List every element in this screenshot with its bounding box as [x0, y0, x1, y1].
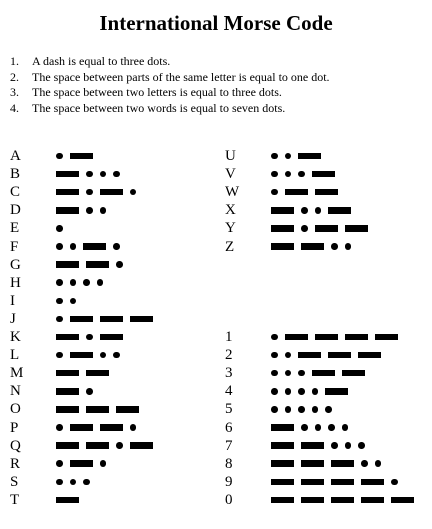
morse-character: L — [10, 347, 20, 364]
dot-symbol — [285, 406, 292, 413]
dot-symbol — [301, 207, 308, 214]
morse-row-u — [225, 147, 328, 165]
morse-character: 3 — [225, 365, 233, 382]
dash-symbol — [331, 479, 354, 486]
dash-symbol — [301, 479, 324, 486]
dot-symbol — [86, 334, 93, 341]
morse-row-n — [10, 382, 100, 400]
dash-symbol — [301, 442, 324, 449]
morse-row-z — [225, 238, 358, 256]
dot-symbol — [298, 370, 305, 377]
morse-character: 5 — [225, 401, 233, 418]
dot-symbol — [361, 460, 368, 467]
dash-symbol — [315, 334, 338, 341]
morse-code — [56, 171, 127, 178]
dash-symbol — [315, 225, 338, 232]
morse-code — [271, 388, 355, 395]
page-title: International Morse Code — [99, 11, 333, 35]
dash-symbol — [271, 225, 294, 232]
dot-symbol — [97, 279, 104, 286]
morse-code — [271, 334, 405, 341]
rule-item — [10, 101, 330, 117]
dash-symbol — [70, 316, 93, 323]
dot-symbol — [271, 171, 278, 178]
morse-character: 8 — [225, 455, 233, 472]
morse-row-d — [10, 201, 113, 219]
dot-symbol — [328, 424, 335, 431]
rule-number: 4. — [10, 100, 19, 115]
dash-symbol — [271, 207, 294, 214]
dash-symbol — [70, 460, 93, 467]
morse-code — [271, 497, 421, 504]
morse-row-t — [10, 491, 86, 509]
morse-code — [56, 352, 127, 359]
morse-code — [271, 460, 388, 467]
morse-code — [56, 406, 146, 413]
morse-code — [271, 153, 328, 160]
morse-row-9 — [225, 473, 405, 491]
dot-symbol — [271, 334, 278, 341]
morse-character: E — [10, 220, 20, 237]
morse-code — [56, 189, 143, 196]
dash-symbol — [285, 334, 308, 341]
morse-row-8 — [225, 455, 388, 473]
dot-symbol — [113, 243, 120, 250]
dash-symbol — [271, 243, 294, 250]
dot-symbol — [86, 388, 93, 395]
morse-code — [271, 352, 388, 359]
morse-row-5 — [225, 400, 339, 418]
morse-row-a — [10, 147, 100, 165]
morse-code — [56, 334, 130, 341]
dot-symbol — [113, 171, 120, 178]
morse-character: S — [10, 473, 19, 490]
morse-code — [56, 225, 70, 232]
dash-symbol — [325, 388, 348, 395]
morse-code — [271, 424, 355, 431]
dot-symbol — [100, 207, 107, 214]
dot-symbol — [100, 460, 107, 467]
dash-symbol — [56, 497, 79, 504]
morse-row-c — [10, 183, 143, 201]
morse-row-s — [10, 473, 97, 491]
morse-character: J — [10, 310, 16, 327]
morse-row-h — [10, 274, 110, 292]
dot-symbol — [86, 207, 93, 214]
dot-symbol — [325, 406, 332, 413]
dot-symbol — [56, 460, 63, 467]
morse-row-r — [10, 455, 113, 473]
dash-symbol — [56, 370, 79, 377]
dot-symbol — [56, 243, 63, 250]
dot-symbol — [56, 479, 63, 486]
morse-row-y — [225, 219, 375, 237]
dash-symbol — [328, 352, 351, 359]
rule-text: The space between parts of the same letter is equal to one dot. — [32, 69, 330, 84]
dot-symbol — [113, 352, 120, 359]
morse-character: A — [10, 148, 21, 165]
morse-character: W — [225, 184, 240, 201]
dot-symbol — [298, 406, 305, 413]
morse-character: B — [10, 166, 21, 183]
dash-symbol — [391, 497, 414, 504]
dot-symbol — [56, 279, 63, 286]
dot-symbol — [83, 279, 90, 286]
morse-row-3 — [225, 364, 372, 382]
dot-symbol — [358, 442, 365, 449]
morse-row-g — [10, 256, 130, 274]
morse-row-4 — [225, 382, 355, 400]
dash-symbol — [271, 497, 294, 504]
morse-code — [56, 479, 97, 486]
dash-symbol — [331, 460, 354, 467]
dash-symbol — [70, 153, 93, 160]
morse-code — [56, 243, 127, 250]
morse-code — [271, 171, 342, 178]
dot-symbol — [331, 243, 338, 250]
morse-row-6 — [225, 419, 355, 437]
morse-code — [56, 207, 113, 214]
dot-symbol — [56, 225, 63, 232]
dot-symbol — [271, 370, 278, 377]
morse-character: N — [10, 383, 21, 400]
morse-row-j — [10, 310, 160, 328]
rule-number: 2. — [10, 69, 19, 84]
morse-code — [56, 316, 160, 323]
dot-symbol — [116, 442, 123, 449]
morse-row-p — [10, 419, 143, 437]
morse-row-b — [10, 165, 127, 183]
morse-character: 7 — [225, 437, 233, 454]
dash-symbol — [56, 334, 79, 341]
rule-number: 1. — [10, 54, 19, 68]
dash-symbol — [361, 497, 384, 504]
dash-symbol — [312, 171, 335, 178]
morse-code — [56, 424, 143, 431]
dash-symbol — [56, 388, 79, 395]
dot-symbol — [285, 171, 292, 178]
morse-code — [56, 388, 100, 395]
morse-row-l — [10, 346, 127, 364]
morse-code — [271, 442, 372, 449]
dot-symbol — [100, 171, 107, 178]
dot-symbol — [116, 261, 123, 268]
morse-row-0 — [225, 491, 421, 509]
dot-symbol — [345, 243, 352, 250]
dash-symbol — [100, 316, 123, 323]
dot-symbol — [130, 424, 137, 431]
dash-symbol — [342, 370, 365, 377]
dash-symbol — [130, 442, 153, 449]
dash-symbol — [86, 261, 109, 268]
morse-character: Q — [10, 437, 21, 454]
dot-symbol — [315, 207, 322, 214]
dot-symbol — [375, 460, 382, 467]
dash-symbol — [100, 189, 123, 196]
dash-symbol — [56, 261, 79, 268]
morse-character: M — [10, 365, 24, 382]
morse-character: Z — [225, 238, 235, 255]
dash-symbol — [285, 189, 308, 196]
dot-symbol — [331, 442, 338, 449]
dot-symbol — [285, 153, 292, 160]
dash-symbol — [130, 316, 153, 323]
dash-symbol — [56, 171, 79, 178]
morse-row-2 — [225, 346, 388, 364]
morse-character: 1 — [225, 329, 233, 346]
dash-symbol — [358, 352, 381, 359]
dot-symbol — [271, 388, 278, 395]
dot-symbol — [83, 479, 90, 486]
morse-character: X — [225, 202, 236, 219]
dash-symbol — [271, 442, 294, 449]
morse-character: P — [10, 419, 19, 436]
morse-code — [271, 406, 339, 413]
dot-symbol — [312, 388, 319, 395]
dot-symbol — [56, 153, 63, 160]
dash-symbol — [301, 497, 324, 504]
dot-symbol — [315, 424, 322, 431]
dot-symbol — [312, 406, 319, 413]
dot-symbol — [285, 352, 292, 359]
dot-symbol — [70, 279, 77, 286]
dot-symbol — [301, 225, 308, 232]
morse-character: T — [10, 491, 20, 508]
rules-list — [10, 54, 330, 116]
morse-character: V — [225, 166, 236, 183]
dash-symbol — [100, 424, 123, 431]
morse-character: O — [10, 401, 21, 418]
morse-character: F — [10, 238, 19, 255]
dash-symbol — [345, 225, 368, 232]
dash-symbol — [83, 243, 106, 250]
morse-character: U — [225, 148, 236, 165]
dash-symbol — [56, 442, 79, 449]
dash-symbol — [86, 370, 109, 377]
dash-symbol — [56, 189, 79, 196]
rule-text: The space between two words is equal to seven dots. — [32, 100, 286, 115]
dash-symbol — [86, 406, 109, 413]
dot-symbol — [342, 424, 349, 431]
dot-symbol — [70, 243, 77, 250]
dot-symbol — [391, 479, 398, 486]
morse-code — [56, 261, 130, 268]
morse-row-q — [10, 437, 160, 455]
dot-symbol — [271, 153, 278, 160]
dash-symbol — [298, 352, 321, 359]
dot-symbol — [70, 479, 77, 486]
morse-row-i — [10, 292, 83, 310]
dash-symbol — [298, 153, 321, 160]
morse-row-m — [10, 364, 116, 382]
dash-symbol — [345, 334, 368, 341]
dash-symbol — [70, 352, 93, 359]
morse-code — [271, 479, 405, 486]
dot-symbol — [285, 370, 292, 377]
dash-symbol — [328, 207, 351, 214]
morse-row-v — [225, 165, 342, 183]
rule-text: A dash is equal to three dots. — [32, 54, 171, 68]
morse-character: H — [10, 274, 21, 291]
morse-code — [56, 497, 86, 504]
rule-item — [10, 85, 330, 101]
dot-symbol — [86, 171, 93, 178]
morse-row-w — [225, 183, 345, 201]
dot-symbol — [56, 352, 63, 359]
dash-symbol — [301, 460, 324, 467]
morse-row-f — [10, 238, 127, 256]
morse-character: K — [10, 329, 21, 346]
dash-symbol — [116, 406, 139, 413]
dash-symbol — [361, 479, 384, 486]
morse-code — [56, 370, 116, 377]
morse-character: G — [10, 256, 21, 273]
dot-symbol — [271, 189, 278, 196]
morse-code — [271, 370, 372, 377]
morse-row-1 — [225, 328, 405, 346]
dot-symbol — [70, 298, 77, 305]
morse-character: 9 — [225, 473, 233, 490]
dot-symbol — [271, 406, 278, 413]
morse-row-7 — [225, 437, 372, 455]
morse-character: D — [10, 202, 21, 219]
dash-symbol — [100, 334, 123, 341]
dash-symbol — [375, 334, 398, 341]
dot-symbol — [130, 189, 137, 196]
dash-symbol — [312, 370, 335, 377]
dot-symbol — [271, 352, 278, 359]
morse-row-o — [10, 400, 146, 418]
morse-character: C — [10, 184, 21, 201]
dot-symbol — [100, 352, 107, 359]
dash-symbol — [331, 497, 354, 504]
morse-row-x — [225, 201, 358, 219]
morse-code — [56, 298, 83, 305]
morse-character: 4 — [225, 383, 233, 400]
dash-symbol — [271, 424, 294, 431]
dash-symbol — [86, 442, 109, 449]
morse-row-k — [10, 328, 130, 346]
morse-character: I — [10, 292, 15, 309]
dot-symbol — [86, 189, 93, 196]
dash-symbol — [301, 243, 324, 250]
dot-symbol — [56, 298, 63, 305]
morse-character: 2 — [225, 347, 233, 364]
dot-symbol — [298, 388, 305, 395]
morse-character: 0 — [225, 491, 233, 508]
morse-character: 6 — [225, 419, 233, 436]
morse-code — [56, 460, 113, 467]
dot-symbol — [56, 316, 63, 323]
morse-code — [271, 207, 358, 214]
dot-symbol — [345, 442, 352, 449]
morse-character: R — [10, 455, 21, 472]
dash-symbol — [315, 189, 338, 196]
dash-symbol — [70, 424, 93, 431]
dot-symbol — [285, 388, 292, 395]
rule-number: 3. — [10, 85, 19, 99]
rule-item — [10, 70, 330, 86]
dot-symbol — [301, 424, 308, 431]
morse-code — [271, 189, 345, 196]
rule-text: The space between two letters is equal to three dots. — [32, 85, 282, 99]
morse-code — [56, 153, 100, 160]
dot-symbol — [298, 171, 305, 178]
morse-character: Y — [225, 220, 236, 237]
dash-symbol — [56, 207, 79, 214]
morse-code — [56, 279, 110, 286]
morse-row-e — [10, 219, 70, 237]
dash-symbol — [56, 406, 79, 413]
rule-item — [10, 54, 330, 70]
dash-symbol — [271, 479, 294, 486]
morse-code — [56, 442, 160, 449]
dot-symbol — [56, 424, 63, 431]
morse-code — [271, 225, 375, 232]
dash-symbol — [271, 460, 294, 467]
morse-code — [271, 243, 358, 250]
